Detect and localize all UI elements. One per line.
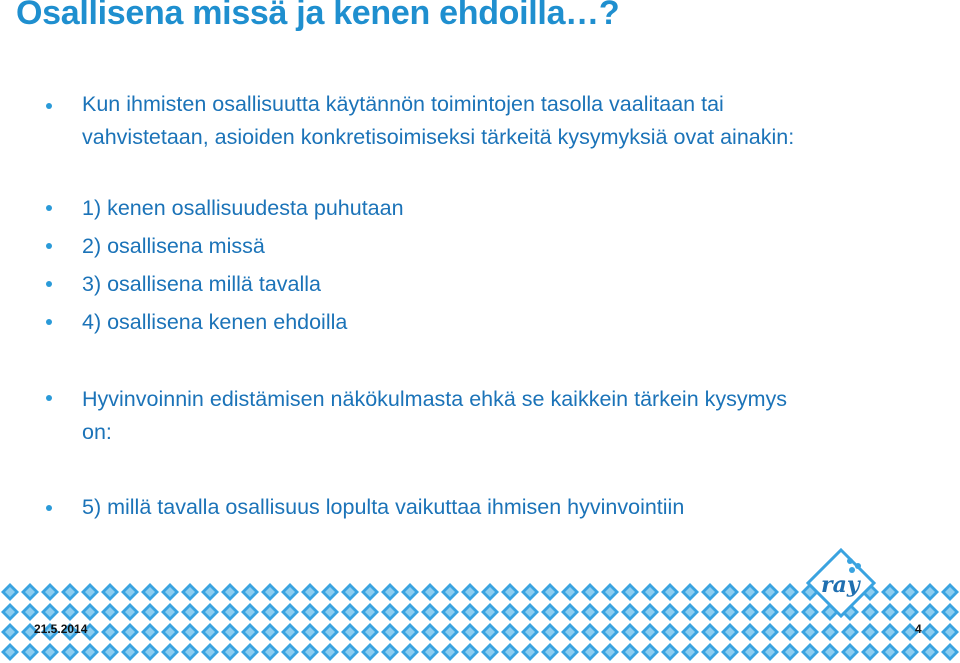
bullet-hyvinvointi: Hyvinvoinnin edistämisen näkökulmasta ehkä se kaikkein tärkein kysymys on:: [82, 387, 788, 444]
bullet-question-3: 3) osallisena millä tavalla: [82, 272, 321, 296]
bullet-intro: Kun ihmisten osallisuutta käytännön toimintojen tasolla vaalitaan tai vahvistetaan, asioiden konkretisoimiseksi tärkeitä kysymyksiä ovat ainakin:: [82, 92, 795, 149]
slide-title: Osallisena missä ja kenen ehdoilla…?: [16, 0, 620, 32]
bullet-dot: [46, 395, 52, 401]
bullet-dot: [46, 281, 52, 287]
page-number: 4: [915, 622, 922, 636]
bullet-question-5: 5) millä tavalla osallisuus lopulta vaikuttaa ihmisen hyvinvointiin: [82, 495, 685, 519]
bullet-dot: [46, 243, 52, 249]
bullet-dot: [46, 205, 52, 211]
bullet-question-1: 1) kenen osallisuudesta puhutaan: [82, 196, 404, 220]
bullet-dot: [46, 505, 52, 511]
bullet-question-2: 2) osallisena missä: [82, 234, 265, 258]
bullet-dot: [46, 319, 52, 325]
footer-date: 21.5.2014: [34, 622, 88, 636]
bullet-dot: [46, 103, 52, 109]
logo-text: ray: [821, 572, 860, 598]
bullet-question-4: 4) osallisena kenen ehdoilla: [82, 310, 348, 334]
